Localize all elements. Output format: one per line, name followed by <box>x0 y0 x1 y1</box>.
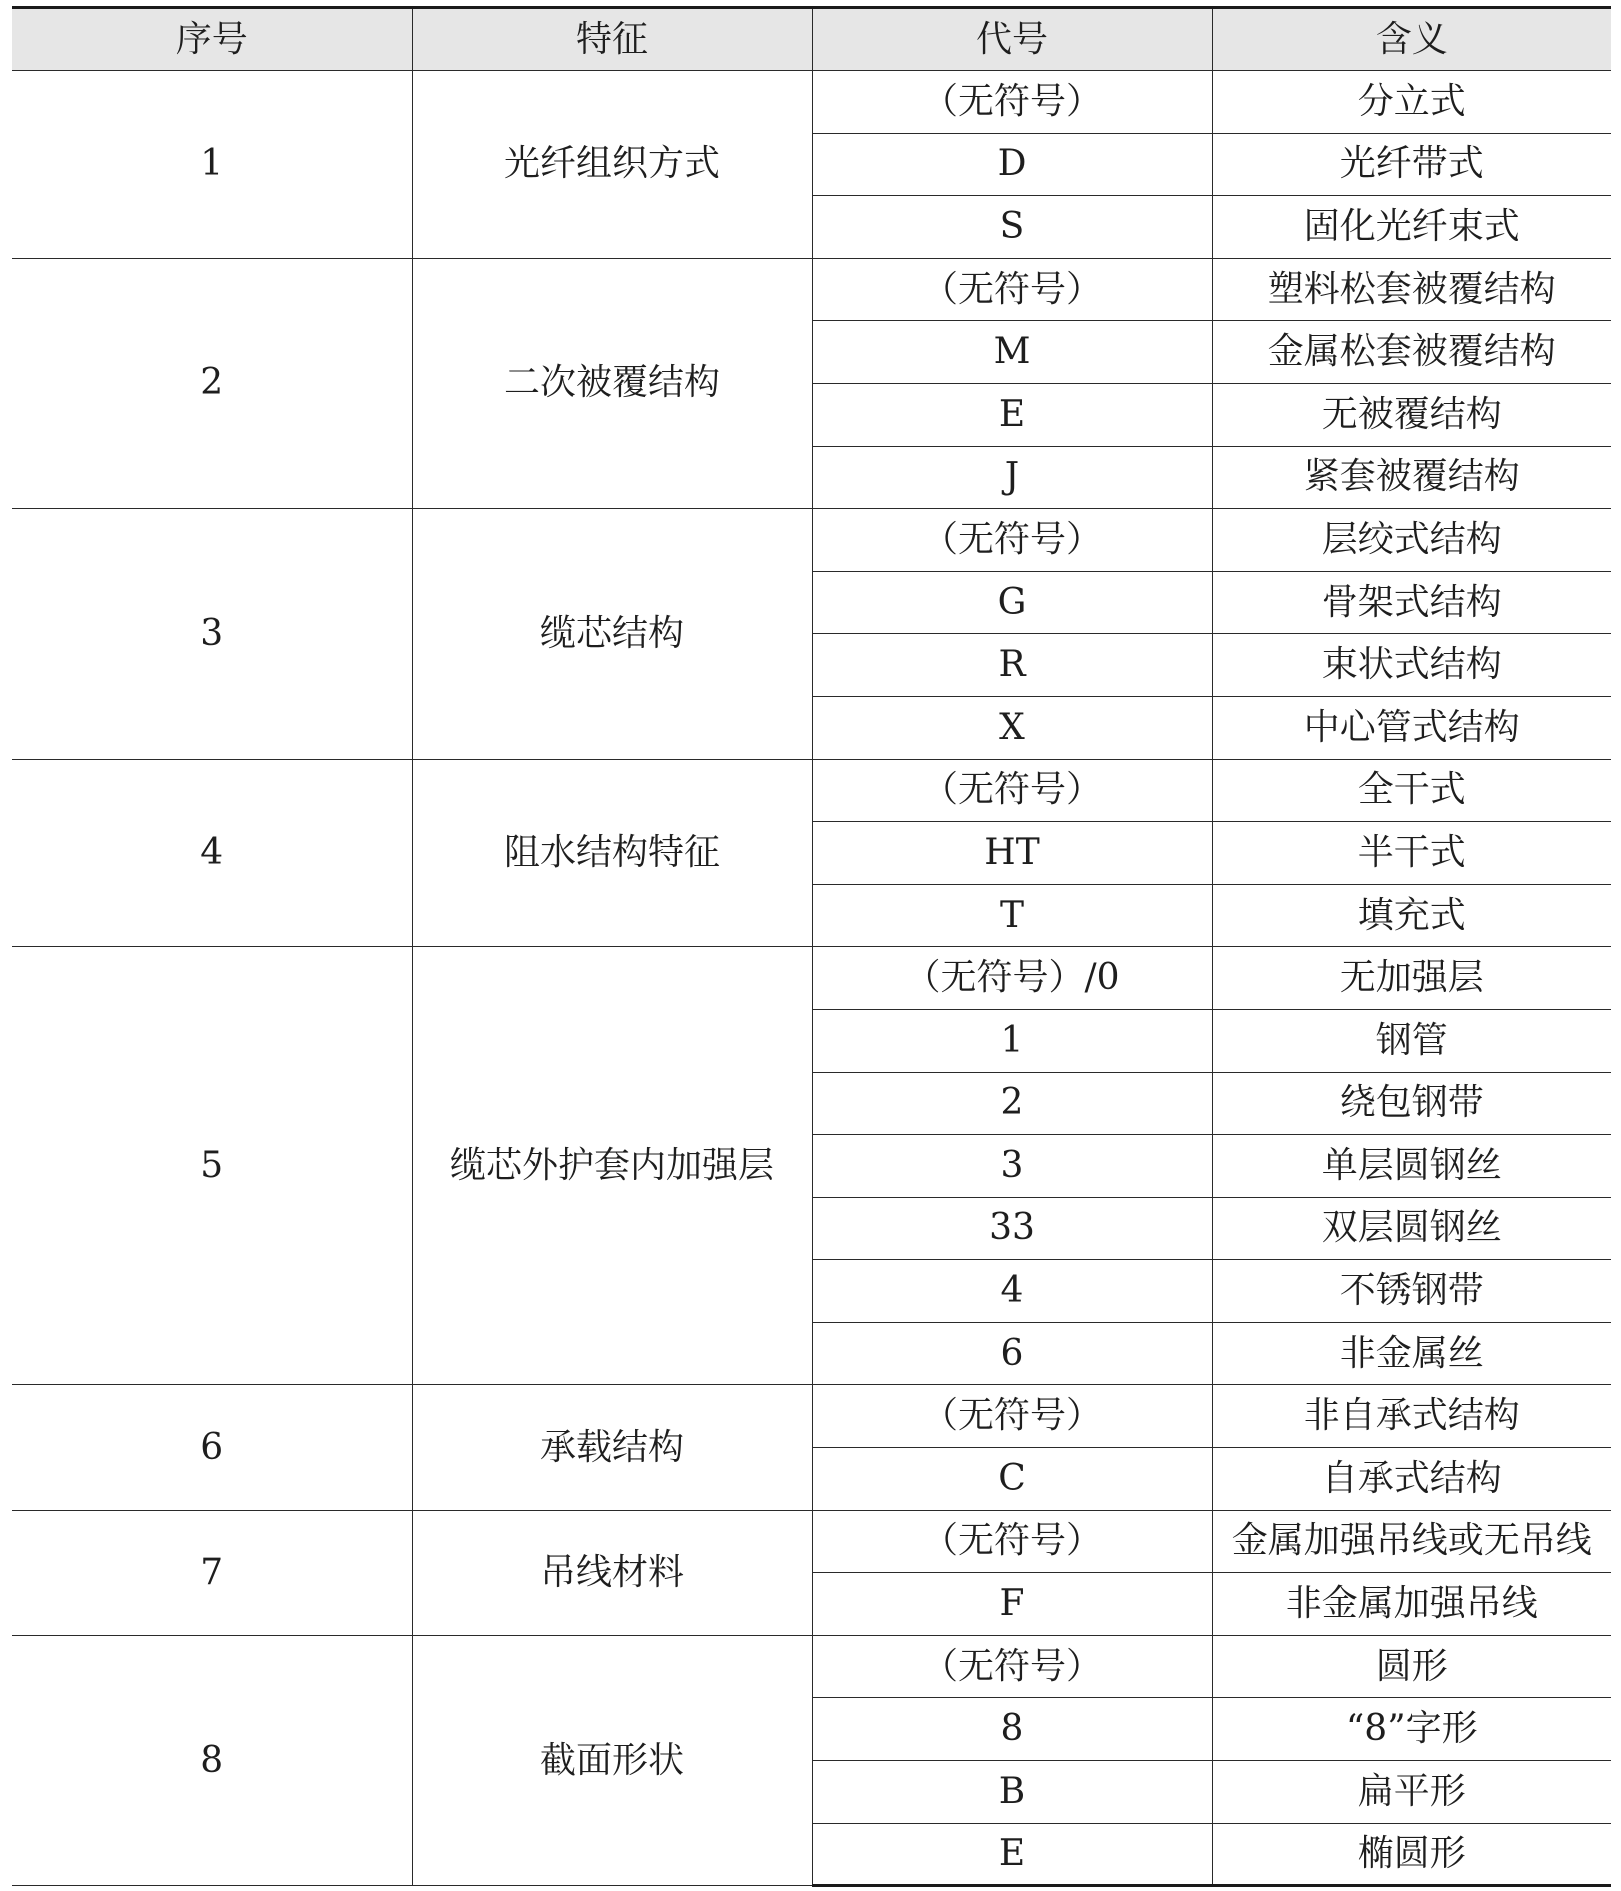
table-header-row <box>12 8 1611 71</box>
optical-cable-code-table-container <box>12 6 1611 1887</box>
header-code: 代号 <box>812 8 1212 71</box>
group-number: 6 <box>12 1385 412 1510</box>
code-cell: F <box>812 1573 1212 1636</box>
optical-cable-code-table <box>12 6 1611 1887</box>
code-cell: 2 <box>812 1072 1212 1135</box>
meaning-cell: 填充式 <box>1212 884 1611 947</box>
code-cell: 1 <box>812 1009 1212 1072</box>
meaning-cell: 紧套被覆结构 <box>1212 446 1611 509</box>
code-cell: X <box>812 696 1212 759</box>
group-number: 2 <box>12 258 412 508</box>
header-number: 序号 <box>12 8 412 71</box>
meaning-cell: 非自承式结构 <box>1212 1385 1611 1448</box>
table-row <box>12 947 1611 1010</box>
code-cell: S <box>812 196 1212 259</box>
group-feature: 二次被覆结构 <box>412 258 812 508</box>
code-cell: （无符号） <box>812 71 1212 134</box>
group-number: 4 <box>12 759 412 947</box>
code-cell: G <box>812 571 1212 634</box>
meaning-cell: 自承式结构 <box>1212 1448 1611 1511</box>
code-cell: R <box>812 634 1212 697</box>
table-row <box>12 759 1611 822</box>
group-feature: 阻水结构特征 <box>412 759 812 947</box>
header-meaning: 含义 <box>1212 8 1611 71</box>
group-feature: 光纤组织方式 <box>412 71 812 259</box>
code-cell: M <box>812 321 1212 384</box>
code-cell: 6 <box>812 1322 1212 1385</box>
meaning-cell: 绕包钢带 <box>1212 1072 1611 1135</box>
meaning-cell: 金属加强吊线或无吊线 <box>1212 1510 1611 1573</box>
meaning-cell: 非金属丝 <box>1212 1322 1611 1385</box>
code-cell: （无符号）/0 <box>812 947 1212 1010</box>
header-feature: 特征 <box>412 8 812 71</box>
table-row <box>12 258 1611 321</box>
group-feature: 吊线材料 <box>412 1510 812 1635</box>
code-cell: 4 <box>812 1260 1212 1323</box>
meaning-cell: 层绞式结构 <box>1212 509 1611 572</box>
table-body <box>12 71 1611 1886</box>
code-cell: 33 <box>812 1197 1212 1260</box>
meaning-cell: 圆形 <box>1212 1635 1611 1698</box>
meaning-cell: 无被覆结构 <box>1212 383 1611 446</box>
code-cell: （无符号） <box>812 258 1212 321</box>
code-cell: C <box>812 1448 1212 1511</box>
group-feature: 缆芯结构 <box>412 509 812 759</box>
code-cell: （无符号） <box>812 1510 1212 1573</box>
code-cell: J <box>812 446 1212 509</box>
code-cell: （无符号） <box>812 759 1212 822</box>
code-cell: （无符号） <box>812 509 1212 572</box>
code-cell: B <box>812 1761 1212 1824</box>
meaning-cell: 扁平形 <box>1212 1761 1611 1824</box>
meaning-cell: 光纤带式 <box>1212 133 1611 196</box>
meaning-cell: 钢管 <box>1212 1009 1611 1072</box>
code-cell: 3 <box>812 1135 1212 1198</box>
meaning-cell: 骨架式结构 <box>1212 571 1611 634</box>
table-row <box>12 1510 1611 1573</box>
group-feature: 缆芯外护套内加强层 <box>412 947 812 1385</box>
meaning-cell: 半干式 <box>1212 822 1611 885</box>
code-cell: （无符号） <box>812 1635 1212 1698</box>
group-number: 3 <box>12 509 412 759</box>
meaning-cell: 塑料松套被覆结构 <box>1212 258 1611 321</box>
meaning-cell: 椭圆形 <box>1212 1823 1611 1886</box>
meaning-cell: 无加强层 <box>1212 947 1611 1010</box>
table-row <box>12 1385 1611 1448</box>
code-cell: E <box>812 1823 1212 1886</box>
code-cell: D <box>812 133 1212 196</box>
meaning-cell: “8”字形 <box>1212 1698 1611 1761</box>
meaning-cell: 固化光纤束式 <box>1212 196 1611 259</box>
meaning-cell: 全干式 <box>1212 759 1611 822</box>
meaning-cell: 不锈钢带 <box>1212 1260 1611 1323</box>
code-cell: HT <box>812 822 1212 885</box>
table-row <box>12 1635 1611 1698</box>
group-feature: 截面形状 <box>412 1635 812 1885</box>
meaning-cell: 束状式结构 <box>1212 634 1611 697</box>
meaning-cell: 非金属加强吊线 <box>1212 1573 1611 1636</box>
meaning-cell: 金属松套被覆结构 <box>1212 321 1611 384</box>
meaning-cell: 双层圆钢丝 <box>1212 1197 1611 1260</box>
group-number: 1 <box>12 71 412 259</box>
group-number: 5 <box>12 947 412 1385</box>
meaning-cell: 中心管式结构 <box>1212 696 1611 759</box>
meaning-cell: 单层圆钢丝 <box>1212 1135 1611 1198</box>
code-cell: E <box>812 383 1212 446</box>
group-number: 8 <box>12 1635 412 1885</box>
table-row <box>12 509 1611 572</box>
code-cell: 8 <box>812 1698 1212 1761</box>
group-number: 7 <box>12 1510 412 1635</box>
table-row <box>12 71 1611 134</box>
meaning-cell: 分立式 <box>1212 71 1611 134</box>
code-cell: T <box>812 884 1212 947</box>
group-feature: 承载结构 <box>412 1385 812 1510</box>
code-cell: （无符号） <box>812 1385 1212 1448</box>
